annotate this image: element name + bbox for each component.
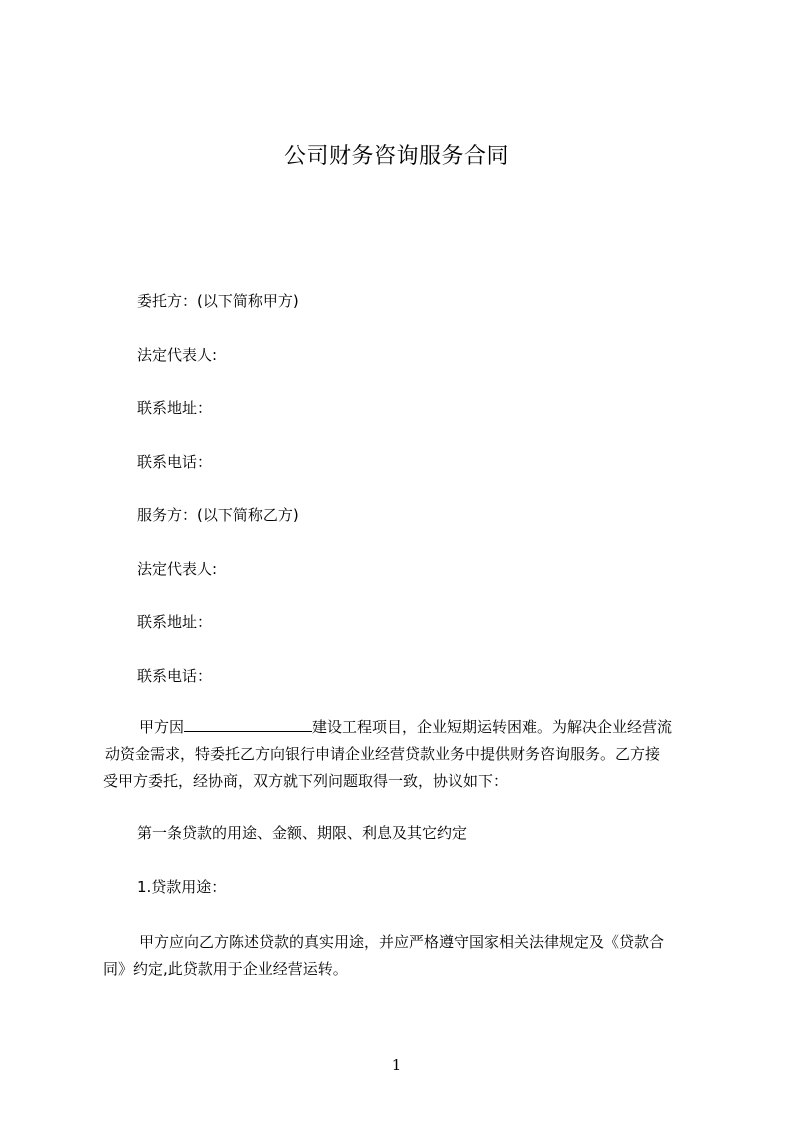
party-b-address: 联系地址： [137, 613, 213, 631]
party-a-phone: 联系电话： [137, 453, 213, 471]
party-b-phone: 联系电话： [137, 667, 213, 685]
party-b-legal-rep: 法定代表人: [137, 560, 218, 578]
party-a-address: 联系地址： [137, 399, 213, 417]
party-a-legal-rep: 法定代表人: [137, 346, 218, 364]
article-1-item-1-paragraph [103, 929, 703, 983]
party-b-label: 服务方：(以下简称乙方) [137, 506, 299, 524]
article-1-item-1-line-2: 同》约定,此贷款用于企业经营运转。 [103, 960, 348, 978]
intro-line-1-prefix: 甲方因 [139, 718, 185, 736]
intro-line-1 [103, 714, 703, 741]
article-1-heading: 第一条贷款的用途、金额、期限、利息及其它约定 [137, 824, 468, 842]
intro-line-3: 受甲方委托，经协商，双方就下列问题取得一致，协议如下： [103, 772, 509, 790]
intro-line-1-suffix: 建设工程项目，企业短期运转困难。为解决企业经营流 [312, 718, 673, 736]
project-name-blank [184, 716, 312, 732]
intro-paragraph [103, 714, 703, 795]
party-a-label: 委托方：(以下简称甲方) [137, 292, 299, 310]
intro-line-2: 动资金需求，特委托乙方向银行申请企业经营贷款业务中提供财务咨询服务。乙方接 [105, 745, 661, 763]
article-1-item-1-line-1: 甲方应向乙方陈述贷款的真实用途，并应严格遵守国家相关法律规定及《贷款合 [139, 933, 665, 951]
page-number: 1 [391, 1056, 402, 1074]
document-title: 公司财务咨询服务合同 [283, 144, 509, 169]
article-1-item-1-heading: 1.贷款用途： [137, 878, 227, 896]
